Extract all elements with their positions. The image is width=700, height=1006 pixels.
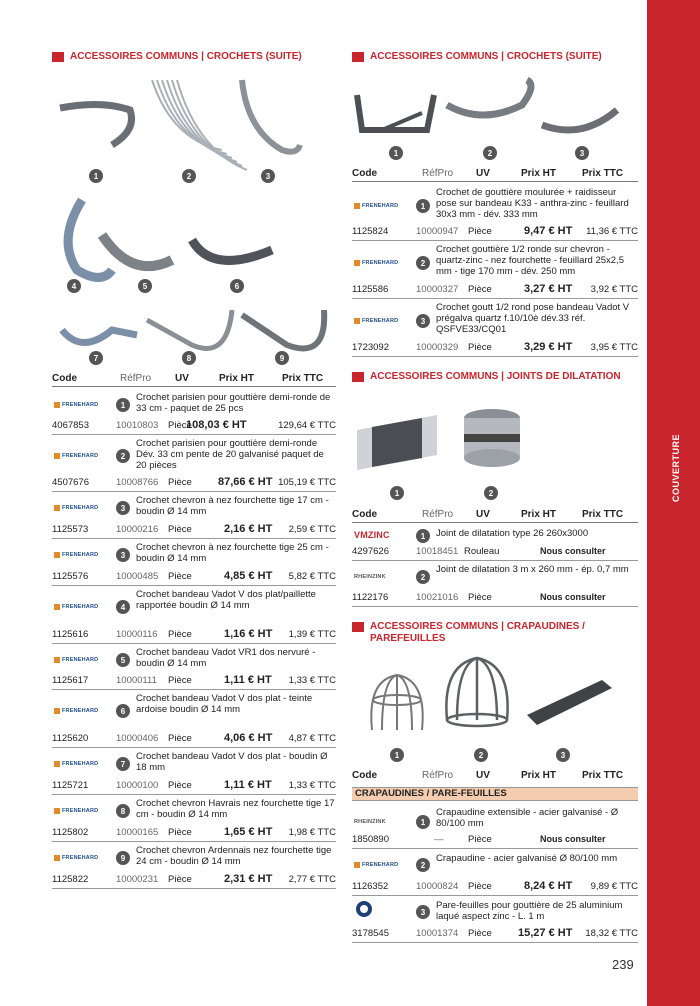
brand-logo: FRENEHARD — [354, 200, 410, 212]
product-description: Crochet bandeau Vadot VR1 dos nervuré - boudin Ø 14 mm — [136, 647, 316, 669]
brand-logo: FRENEHARD — [54, 502, 110, 514]
product-description: Crochet parisien pour gouttière demi-ronde de 33 cm - paquet de 25 pcs — [136, 392, 331, 414]
product-number: 3 — [416, 314, 430, 328]
price-line: 1126352 10000824 Pièce 8,24 € HT 9,89 € TTC — [352, 880, 638, 892]
product-description: Crochet bandeau Vadot V dos plat/paillette rapportée boudin Ø 14 mm — [136, 589, 316, 611]
image-number: 6 — [230, 279, 244, 293]
header-square-icon — [352, 52, 364, 62]
brand-logo: FRENEHARD — [54, 654, 110, 666]
price-line: 1125824 10000947 Pièce 9,47 € HT 11,36 € TTC — [352, 225, 638, 237]
product-number: 8 — [116, 804, 130, 818]
product-description: Crochet gouttière 1/2 ronde sur chevron - quartz-zinc - nez fourchette - feuillard 25x2,5 mm - tige 170 mm - dév. 250 mm — [436, 244, 624, 277]
table-row — [52, 389, 336, 435]
category-band: CRAPAUDINES / PARE-FEUILLES — [352, 787, 638, 801]
table-row — [352, 561, 638, 607]
brand-logo: FRENEHARD — [54, 450, 110, 462]
image-number: 2 — [474, 748, 488, 762]
table-row — [52, 748, 336, 795]
table-header: Code RéfPro UV Prix HT Prix TTC — [352, 770, 624, 781]
price-line: 1125617 10000111 Pièce 1,11 € HT 1,33 € TTC — [52, 674, 336, 686]
price-line: 1850890 — Pièce Nous consulter — [352, 834, 606, 845]
product-description: Crapaudine - acier galvanisé Ø 80/100 mm — [436, 853, 618, 864]
header-square-icon — [352, 622, 364, 632]
price-line: 1125822 10000231 Pièce 2,31 € HT 2,77 € TTC — [52, 873, 336, 885]
product-number: 1 — [416, 815, 430, 829]
product-number: 1 — [416, 199, 430, 213]
product-number: 1 — [116, 398, 130, 412]
image-number: 5 — [138, 279, 152, 293]
image-number: 2 — [484, 486, 498, 500]
table-row — [52, 842, 336, 889]
table-row — [352, 184, 638, 241]
product-description: Pare-feuilles pour gouttière de 25 aluminium laqué aspect zinc - L. 1 m — [436, 900, 623, 922]
price-line: 1125620 10000406 Pièce 4,06 € HT 4,87 € TTC — [52, 732, 336, 744]
header-square-icon — [52, 52, 64, 62]
table-row — [352, 525, 638, 561]
product-description: Crochet parisien pour gouttière demi-ronde Dév. 33 cm pente de 20 galvanisé paquet de 20 pièces — [136, 438, 324, 471]
joints-illustration — [352, 400, 638, 480]
brand-logo: FRENEHARD — [54, 852, 110, 864]
product-number: 4 — [116, 600, 130, 614]
table-row — [52, 435, 336, 492]
product-number: 5 — [116, 653, 130, 667]
product-description: Crochet chevron à nez fourchette tige 17 cm - boudin Ø 14 mm — [136, 495, 329, 517]
price-line: 1125573 10000216 Pièce 2,16 € HT 2,59 € TTC — [52, 523, 336, 535]
sidebar-label: COUVERTURE — [671, 433, 681, 503]
product-description: Crochet chevron Havrais nez fourchette tige 17 cm - boudin Ø 14 mm — [136, 798, 335, 820]
image-number: 1 — [389, 146, 403, 160]
table-row — [52, 539, 336, 586]
brand-logo: FRENEHARD — [54, 805, 110, 817]
product-description: Crochet bandeau Vadot V dos plat - boudin Ø 18 mm — [136, 751, 328, 773]
table-header: Code RéfPro UV Prix HT Prix TTC — [352, 166, 638, 182]
hooks-illustration — [52, 70, 336, 370]
image-number: 8 — [182, 351, 196, 365]
product-description: Crapaudine extensible - acier galvanisé - Ø 80/100 mm — [436, 807, 619, 829]
image-number: 1 — [390, 486, 404, 500]
price-line: 1125616 10000116 Pièce 1,16 € HT 1,39 € TTC — [52, 628, 336, 640]
brand-logo: RHEINZINK — [354, 819, 386, 825]
table-row — [52, 795, 336, 842]
table-row — [352, 802, 638, 849]
table-row — [52, 644, 336, 690]
section-sidebar — [647, 0, 700, 1006]
brand-logo: FRENEHARD — [54, 758, 110, 770]
product-number: 2 — [416, 256, 430, 270]
product-number: 2 — [416, 570, 430, 584]
header-square-icon — [352, 372, 364, 382]
section-header-joints: ACCESSOIRES COMMUNS | JOINTS DE DILATATION — [352, 371, 621, 383]
image-number: 1 — [390, 748, 404, 762]
table-row — [52, 690, 336, 748]
brand-logo: FRENEHARD — [54, 601, 110, 613]
product-description: Joint de dilatation 3 m x 260 mm - ép. 0,7 mm — [436, 564, 629, 575]
image-number: 7 — [89, 351, 103, 365]
image-number: 2 — [483, 146, 497, 160]
product-description: Crochet chevron à nez fourchette tige 25 cm - boudin Ø 14 mm — [136, 542, 329, 564]
crapaudines-illustration — [352, 650, 638, 740]
brand-badge-icon — [355, 900, 373, 918]
product-number: 3 — [416, 905, 430, 919]
price-line: 4067853 10010803 Pièce 108,03 € HT 129,64 € TTC — [52, 419, 336, 431]
section-header-crochets-right: ACCESSOIRES COMMUNS | CROCHETS (SUITE) — [352, 51, 602, 63]
product-number: 2 — [116, 449, 130, 463]
brand-logo: FRENEHARD — [54, 705, 110, 717]
table-row — [352, 849, 638, 896]
product-number: 3 — [116, 501, 130, 515]
price-line: 1723092 10000329 Pièce 3,29 € HT 3,95 € TTC — [352, 341, 638, 353]
table-row — [352, 241, 638, 299]
hooks-illustration-right — [352, 75, 638, 145]
product-number: 2 — [416, 858, 430, 872]
product-description: Crochet de gouttière moulurée + raidisseur pose sur bandeau K33 - anthra-zinc - feuillard 30x3 mm - dév. 333 mm — [436, 187, 629, 220]
product-description: Joint de dilatation type 26 260x3000 — [436, 528, 589, 539]
section-header-crochets: ACCESSOIRES COMMUNS | CROCHETS (SUITE) — [52, 51, 302, 63]
product-number: 9 — [116, 851, 130, 865]
table-row — [52, 492, 336, 539]
page-number: 239 — [612, 957, 634, 972]
brand-logo: RHEINZINK — [354, 574, 386, 580]
product-description: Crochet bandeau Vadot V dos plat - teinte ardoise boudin Ø 14 mm — [136, 693, 313, 715]
image-number: 3 — [261, 169, 275, 183]
table-row — [52, 586, 336, 644]
price-line: 3178545 10001374 Pièce 15,27 € HT 18,32 € TTC — [352, 927, 638, 939]
table-header: Code RéfPro UV Prix HT Prix TTC — [52, 371, 336, 387]
price-line: 4297626 10018451 Rouleau Nous consulter — [352, 546, 606, 557]
product-description: Crochet chevron Ardennais nez fourchette tige 24 cm - boudin Ø 14 mm — [136, 845, 332, 867]
brand-logo: FRENEHARD — [354, 257, 410, 269]
price-line: 1125802 10000165 Pièce 1,65 € HT 1,98 € TTC — [52, 826, 336, 838]
price-line: 1125721 10000100 Pièce 1,11 € HT 1,33 € TTC — [52, 779, 336, 791]
brand-logo: FRENEHARD — [354, 315, 410, 327]
section-header-crapaudines: ACCESSOIRES COMMUNS | CRAPAUDINES / PAREFEUILLES — [352, 621, 602, 645]
brand-logo: FRENEHARD — [354, 859, 410, 871]
image-number: 3 — [556, 748, 570, 762]
product-number: 7 — [116, 757, 130, 771]
product-description: Crochet goutt 1/2 rond pose bandeau Vadot V prégalva quartz f.10/10è dév.33 réf. QSFVE33/CQ01 — [436, 302, 630, 335]
image-number: 1 — [89, 169, 103, 183]
table-header: Code RéfPro UV Prix HT Prix TTC — [352, 507, 638, 523]
brand-logo: VMZINC — [354, 530, 390, 540]
price-line: 1122176 10021016 Pièce Nous consulter — [352, 592, 606, 603]
image-number: 9 — [275, 351, 289, 365]
image-number: 3 — [575, 146, 589, 160]
image-number: 2 — [182, 169, 196, 183]
price-line: 4507676 10008766 Pièce 87,66 € HT 105,19 € TTC — [52, 476, 336, 488]
table-row — [352, 896, 638, 943]
brand-logo: FRENEHARD — [54, 549, 110, 561]
image-number: 4 — [67, 279, 81, 293]
price-line: 1125586 10000327 Pièce 3,27 € HT 3,92 € TTC — [352, 283, 638, 295]
table-row — [352, 299, 638, 357]
product-number: 3 — [116, 548, 130, 562]
product-number: 1 — [416, 529, 430, 543]
brand-logo: FRENEHARD — [54, 399, 110, 411]
price-line: 1125576 10000485 Pièce 4,85 € HT 5,82 € TTC — [52, 570, 336, 582]
product-number: 6 — [116, 704, 130, 718]
